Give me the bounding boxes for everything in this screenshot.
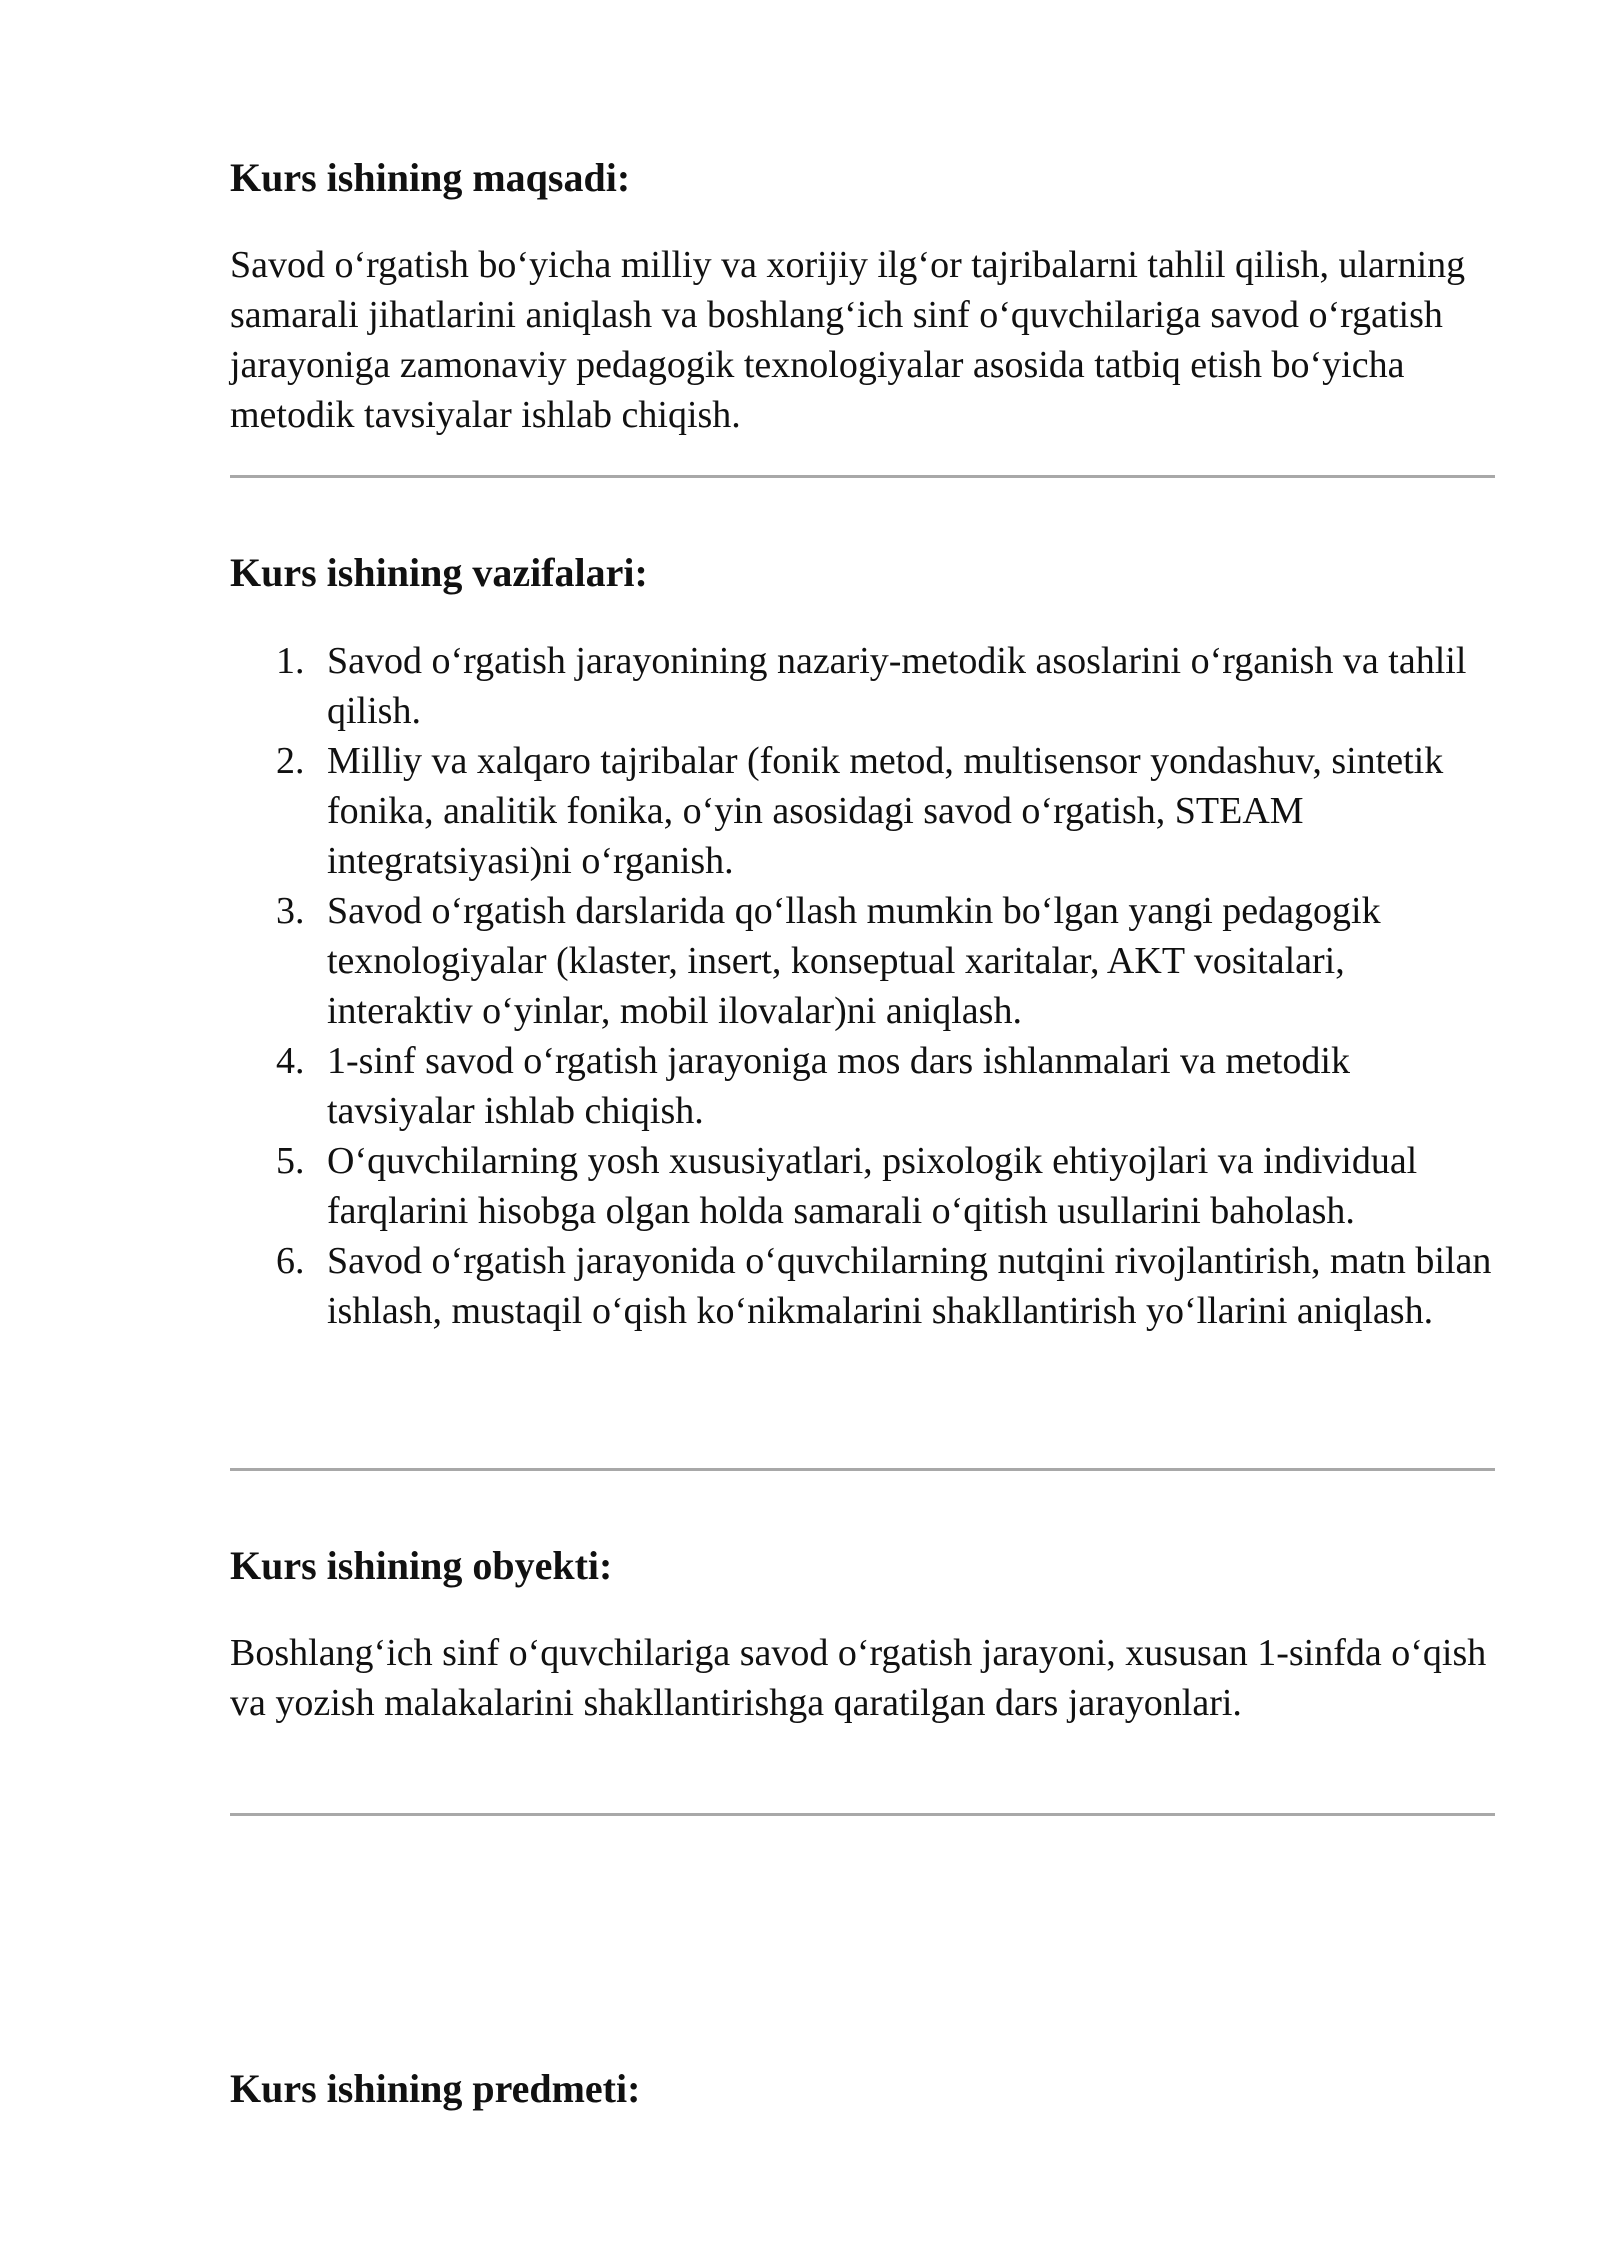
list-number: 6. (276, 1240, 305, 1282)
list-number: 1. (276, 640, 305, 682)
list-item (230, 1236, 1495, 1336)
heading-obyekt: Kurs ishining obyekti: (230, 1543, 613, 1588)
list-item-text: O‘quvchilarning yosh xususiyatlari, psixologik ehtiyojlari va individual farqlarini hisobga olgan holda samarali o‘qitish usullarini baholash. (327, 1140, 1418, 1232)
paragraph-obyekt: Boshlang‘ich sinf o‘quvchilariga savod o‘rgatish jarayoni, xususan 1-sinfda o‘qish va yozish malakalarini shakllantirishga qaratilgan dars jarayonlari. (230, 1632, 1487, 1724)
paragraph-maqsad: Savod o‘rgatish bo‘yicha milliy va xorijiy ilg‘or tajribalarni tahlil qilish, ularning samarali jihatlarini aniqlash va boshlang‘ich sinf o‘quvchilariga savod o‘rgatish jarayoniga zamonaviy pedagogik texnologiyalar asosida tatbiq etish bo‘yicha metodik tavsiyalar ishlab chiqish. (230, 244, 1466, 436)
list-item-text: 1-sinf savod o‘rgatish jarayoniga mos dars ishlanmalari va metodik tavsiyalar ishlab chiqish. (327, 1040, 1350, 1132)
heading-vazifalar: Kurs ishining vazifalari: (230, 550, 648, 595)
list-number: 5. (276, 1140, 305, 1182)
list-item (230, 736, 1495, 886)
list-number: 2. (276, 740, 305, 782)
divider (230, 475, 1495, 478)
list-item (230, 886, 1495, 1036)
tasks-list (230, 636, 1495, 1336)
heading-predmet: Kurs ishining predmeti: (230, 2066, 641, 2111)
list-item-text: Milliy va xalqaro tajribalar (fonik metod, multisensor yondashuv, sintetik fonika, analitik fonika, o‘yin asosidagi savod o‘rgatish, STEAM integratsiyasi)ni o‘rganish. (327, 740, 1444, 882)
divider (230, 1468, 1495, 1471)
divider (230, 1813, 1495, 1816)
heading-maqsad: Kurs ishining maqsadi: (230, 155, 631, 200)
list-number: 3. (276, 890, 305, 932)
list-item (230, 1136, 1495, 1236)
list-item-text: Savod o‘rgatish darslarida qo‘llash mumkin bo‘lgan yangi pedagogik texnologiyalar (klaster, insert, konseptual xaritalar, AKT vositalari, interaktiv o‘yinlar, mobil ilovalar)ni aniqlash. (327, 890, 1381, 1032)
list-item (230, 1036, 1495, 1136)
list-item-text: Savod o‘rgatish jarayonining nazariy-metodik asoslarini o‘rganish va tahlil qilish. (327, 640, 1467, 732)
list-number: 4. (276, 1040, 305, 1082)
list-item (230, 636, 1495, 736)
list-item-text: Savod o‘rgatish jarayonida o‘quvchilarning nutqini rivojlantirish, matn bilan ishlash, mustaqil o‘qish ko‘nikmalarini shakllantirish yo‘llarini aniqlash. (327, 1240, 1492, 1332)
